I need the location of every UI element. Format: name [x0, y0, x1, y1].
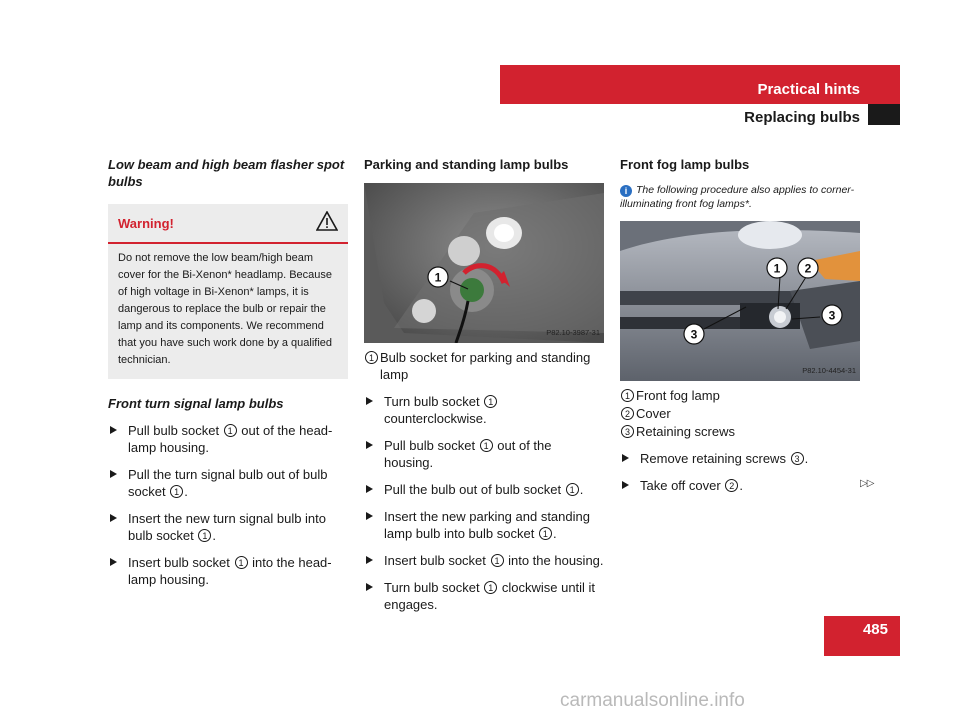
step-item: [364, 437, 604, 471]
info-note: [620, 183, 860, 211]
warning-box: [108, 204, 348, 379]
svg-text:1: 1: [773, 261, 781, 276]
legend-item: [620, 423, 860, 440]
step-text: Take off cover: [640, 478, 725, 493]
heading-low-beam: Low beam and high beam flasher spot bulbs: [108, 157, 345, 189]
legend-text: Cover: [636, 406, 671, 421]
callout-number: 1: [198, 529, 211, 542]
bullet-arrow-icon: [622, 481, 629, 489]
fog-lamp-steps: [620, 450, 860, 494]
header-bar: [500, 65, 900, 104]
bullet-arrow-icon: [366, 485, 373, 493]
step-text: .: [212, 528, 216, 543]
info-icon: i: [620, 185, 632, 197]
watermark: carmanualsonline.info: [560, 690, 745, 711]
image-code: P82.10-3987-31: [546, 328, 600, 337]
step-text: Pull the turn signal bulb out of bulb socket: [128, 467, 328, 499]
callout-number: 2: [621, 407, 634, 420]
legend-text: Bulb socket for parking and standing lamp: [380, 350, 591, 382]
step-item: [364, 508, 604, 542]
legend-item: [620, 387, 860, 404]
parking-lamp-legend: [364, 349, 604, 383]
continued-marker: ▷▷: [860, 478, 874, 489]
bullet-arrow-icon: [110, 470, 117, 478]
heading-fog-lamp: Front fog lamp bulbs: [620, 157, 750, 172]
step-text: .: [184, 484, 188, 499]
step-item: [364, 393, 604, 427]
bullet-arrow-icon: [622, 454, 629, 462]
step-text: .: [552, 526, 557, 541]
step-text: .: [804, 451, 809, 466]
fog-lamp-legend: [620, 387, 860, 440]
callout-number: 1: [170, 485, 183, 498]
step-item: [620, 450, 860, 467]
svg-text:3: 3: [690, 327, 698, 342]
bullet-arrow-icon: [366, 583, 373, 591]
step-text: Turn bulb socket: [384, 394, 484, 409]
parking-lamp-steps: [364, 393, 604, 613]
bullet-arrow-icon: [110, 426, 117, 434]
column-fog-lamp: [620, 156, 860, 504]
bullet-arrow-icon: [366, 512, 373, 520]
heading-parking-lamp: Parking and standing lamp bulbs: [364, 157, 569, 172]
page-number: 485: [862, 621, 888, 638]
legend-item: [364, 349, 604, 383]
callout-number: 1: [491, 554, 504, 567]
svg-text:1: 1: [434, 270, 442, 285]
column-low-beam: [108, 156, 348, 598]
step-text: Insert the new turn signal bulb into bulb socket: [128, 511, 327, 543]
bullet-arrow-icon: [366, 441, 373, 449]
legend-text: Retaining screws: [636, 424, 735, 439]
bullet-arrow-icon: [110, 558, 117, 566]
step-text: Insert bulb socket: [384, 553, 490, 568]
image-code: P82.10-4454-31: [802, 366, 856, 375]
callout-number: 1: [484, 395, 497, 408]
callout-number: 1: [621, 389, 634, 402]
callout-number: 1: [484, 581, 497, 594]
legend-item: [620, 405, 860, 422]
parking-lamp-photo: [364, 183, 604, 343]
step-text: counterclockwise.: [384, 411, 487, 426]
step-item: [364, 552, 604, 569]
bullet-arrow-icon: [110, 514, 117, 522]
subsection-title: Replacing bulbs: [744, 109, 860, 126]
step-text: out of the headlamp housing.: [128, 423, 333, 455]
step-text: into the housing.: [504, 553, 604, 568]
callout-number: 3: [621, 425, 634, 438]
column-parking-lamp: [364, 156, 604, 623]
warning-triangle-icon: [316, 211, 338, 235]
fog-lamp-photo: [620, 221, 860, 381]
header-tab: [868, 104, 900, 125]
step-text: .: [739, 478, 743, 493]
page-number-box: [824, 616, 900, 656]
step-text: Insert the new parking and standing lamp bulb into bulb socket: [384, 509, 590, 541]
callout-number: 1: [566, 483, 579, 496]
heading-turn-signal: Front turn signal lamp bulbs: [108, 396, 284, 411]
callout-number: 2: [725, 479, 738, 492]
step-text: out of the housing.: [384, 438, 552, 470]
callout-number: 1: [224, 424, 237, 437]
step-text: Pull bulb socket: [384, 438, 479, 453]
step-item: [364, 579, 604, 613]
step-text: Turn bulb socket: [384, 580, 484, 595]
step-item: [108, 422, 348, 456]
legend-text: Front fog lamp: [636, 388, 720, 403]
step-item: [364, 481, 604, 498]
warning-text: Do not remove the low beam/high beam cover for the Bi-Xenon* headlamp. Because of high voltage in Bi-Xenon* lamps, it is dangerous to replace the bulb or repair the lamp and its components. We recommend that you have such work done by a qualified technician.: [118, 252, 333, 366]
bullet-arrow-icon: [366, 556, 373, 564]
step-text: Remove retaining screws: [640, 451, 790, 466]
warning-title: Warning!: [118, 216, 174, 231]
bullet-arrow-icon: [366, 397, 373, 405]
callout-number: 1: [235, 556, 248, 569]
step-text: into the headlamp housing.: [128, 555, 332, 587]
step-text: Pull bulb socket: [128, 423, 223, 438]
step-text: Insert bulb socket: [128, 555, 234, 570]
step-item: [620, 477, 860, 494]
callout-number: 1: [539, 527, 552, 540]
callout-number: 1: [365, 351, 378, 364]
callout-number: 1: [480, 439, 493, 452]
step-item: [108, 510, 348, 544]
turn-signal-steps: [108, 422, 348, 588]
step-text: clockwise until it engages.: [384, 580, 596, 612]
info-text: The following procedure also applies to corner-illuminating front fog lamps*.: [620, 184, 855, 210]
step-item: [108, 466, 348, 500]
section-title: Practical hints: [757, 81, 860, 98]
step-text: Pull the bulb out of bulb socket: [384, 482, 565, 497]
step-item: [108, 554, 348, 588]
step-text: .: [579, 482, 584, 497]
callout-number: 3: [791, 452, 804, 465]
svg-text:2: 2: [804, 261, 812, 276]
svg-text:3: 3: [828, 308, 836, 323]
